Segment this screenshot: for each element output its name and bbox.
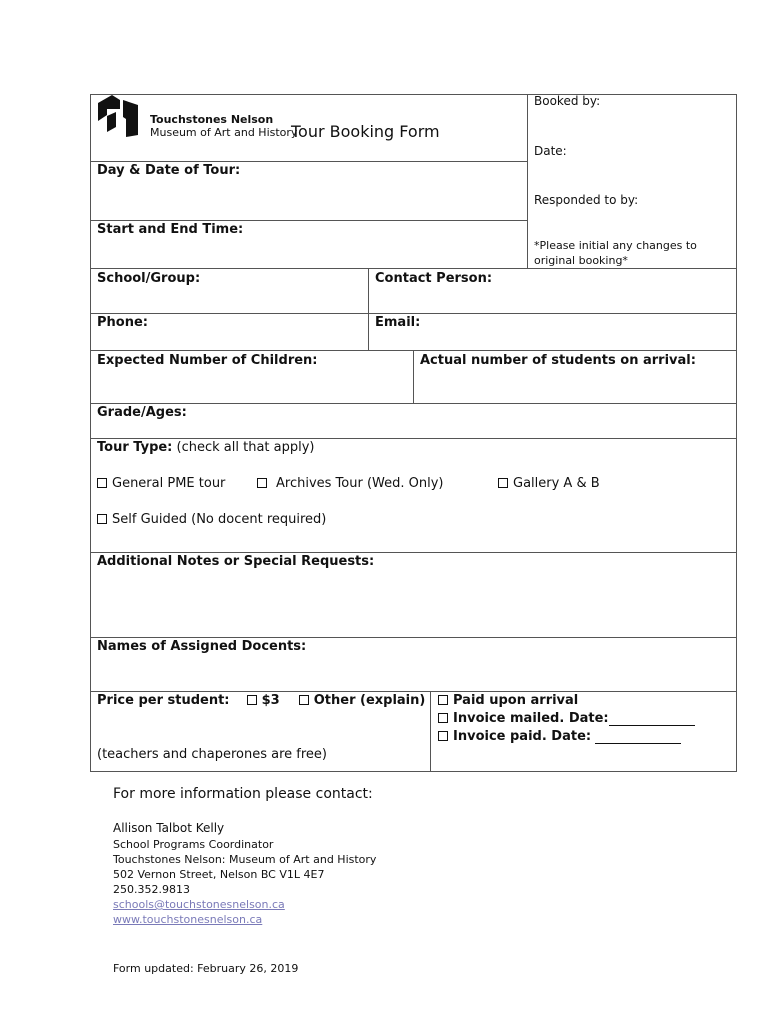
actual-students-label: Actual number of students on arrival: — [420, 353, 696, 368]
checkbox-icon[interactable] — [97, 478, 107, 488]
start-end-time-label: Start and End Time: — [97, 222, 244, 237]
additional-notes-label: Additional Notes or Special Requests: — [97, 554, 375, 569]
side-column-divider — [527, 94, 528, 269]
checkbox-icon[interactable] — [498, 478, 508, 488]
free-note: (teachers and chaperones are free) — [97, 747, 327, 762]
assigned-docents-label: Names of Assigned Docents: — [97, 639, 307, 654]
payment-label: Paid upon arrival — [453, 693, 579, 708]
row-divider — [90, 161, 527, 162]
grade-ages-label: Grade/Ages: — [97, 405, 187, 420]
contact-role: School Programs Coordinator — [113, 838, 274, 851]
payment-paid-arrival[interactable] — [438, 693, 578, 708]
contact-details — [113, 837, 376, 927]
col-divider — [430, 691, 431, 771]
tour-type-heading — [97, 440, 315, 455]
tour-option-gallery[interactable] — [498, 476, 600, 491]
contact-org: Touchstones Nelson: Museum of Art and History — [113, 853, 377, 866]
booked-by-label: Booked by: — [534, 94, 601, 108]
expected-children-label: Expected Number of Children: — [97, 353, 318, 368]
logo-line-1: Touchstones Nelson — [150, 113, 274, 126]
checkbox-icon[interactable] — [438, 731, 448, 741]
school-group-label: School/Group: — [97, 271, 201, 286]
col-divider — [368, 268, 369, 350]
col-divider — [413, 350, 414, 403]
booking-date-label: Date: — [534, 144, 567, 158]
row-divider — [90, 637, 737, 638]
day-date-label: Day & Date of Tour: — [97, 163, 241, 178]
table-border-left — [90, 94, 91, 772]
tour-type-hint: (check all that apply) — [176, 440, 315, 455]
touchstones-logo-icon — [96, 95, 146, 137]
tour-option-archives[interactable] — [257, 476, 443, 491]
phone-label: Phone: — [97, 315, 148, 330]
tour-option-self-guided[interactable] — [97, 512, 326, 527]
option-label: Self Guided (No docent required) — [112, 512, 327, 527]
form-updated: Form updated: February 26, 2019 — [113, 962, 299, 975]
payment-label: Invoice mailed. Date: — [453, 711, 609, 726]
checkbox-icon[interactable] — [299, 695, 309, 705]
row-divider — [90, 268, 737, 269]
tour-option-general[interactable] — [97, 476, 225, 491]
option-label: Gallery A & B — [513, 476, 600, 491]
contact-person-label: Contact Person: — [375, 271, 493, 286]
table-border-bottom — [90, 771, 737, 772]
checkbox-icon[interactable] — [438, 713, 448, 723]
date-blank-line[interactable] — [609, 711, 695, 726]
row-divider — [90, 691, 737, 692]
price-option-other: Other (explain) — [313, 693, 426, 708]
row-divider — [90, 438, 737, 439]
contact-heading: For more information please contact: — [113, 786, 373, 802]
price-label: Price per student: — [97, 693, 230, 708]
price-option-3: $3 — [261, 693, 280, 708]
payment-label: Invoice paid. Date: — [453, 729, 592, 744]
logo-line-2: Museum of Art and History — [150, 126, 298, 139]
payment-invoice-paid[interactable] — [438, 729, 681, 744]
row-divider — [90, 403, 737, 404]
contact-name: Allison Talbot Kelly — [113, 821, 225, 835]
contact-address: 502 Vernon Street, Nelson BC V1L 4E7 — [113, 868, 325, 881]
row-divider — [90, 552, 737, 553]
row-divider — [90, 313, 737, 314]
checkbox-icon[interactable] — [438, 695, 448, 705]
checkbox-icon[interactable] — [97, 514, 107, 524]
museum-logo — [96, 95, 146, 137]
email-label: Email: — [375, 315, 421, 330]
contact-phone: 250.352.9813 — [113, 883, 190, 896]
option-label: Archives Tour (Wed. Only) — [276, 476, 444, 491]
form-title: Tour Booking Form — [291, 122, 440, 141]
date-blank-line[interactable] — [595, 729, 681, 744]
row-divider — [90, 220, 527, 221]
tour-type-label: Tour Type: — [97, 440, 173, 455]
contact-website-link[interactable]: www.touchstonesnelson.ca — [113, 913, 263, 926]
responded-to-by-label: Responded to by: — [534, 193, 639, 207]
initial-changes-note: *Please initial any changes to original booking* — [534, 239, 697, 267]
price-row — [97, 693, 425, 708]
contact-email-link[interactable]: schools@touchstonesnelson.ca — [113, 898, 285, 911]
logo-text — [150, 113, 297, 139]
table-border-top — [90, 94, 737, 95]
option-label: General PME tour — [112, 476, 226, 491]
checkbox-icon[interactable] — [247, 695, 257, 705]
payment-invoice-mailed[interactable] — [438, 711, 695, 726]
table-border-right — [736, 94, 737, 772]
checkbox-icon[interactable] — [257, 478, 267, 488]
